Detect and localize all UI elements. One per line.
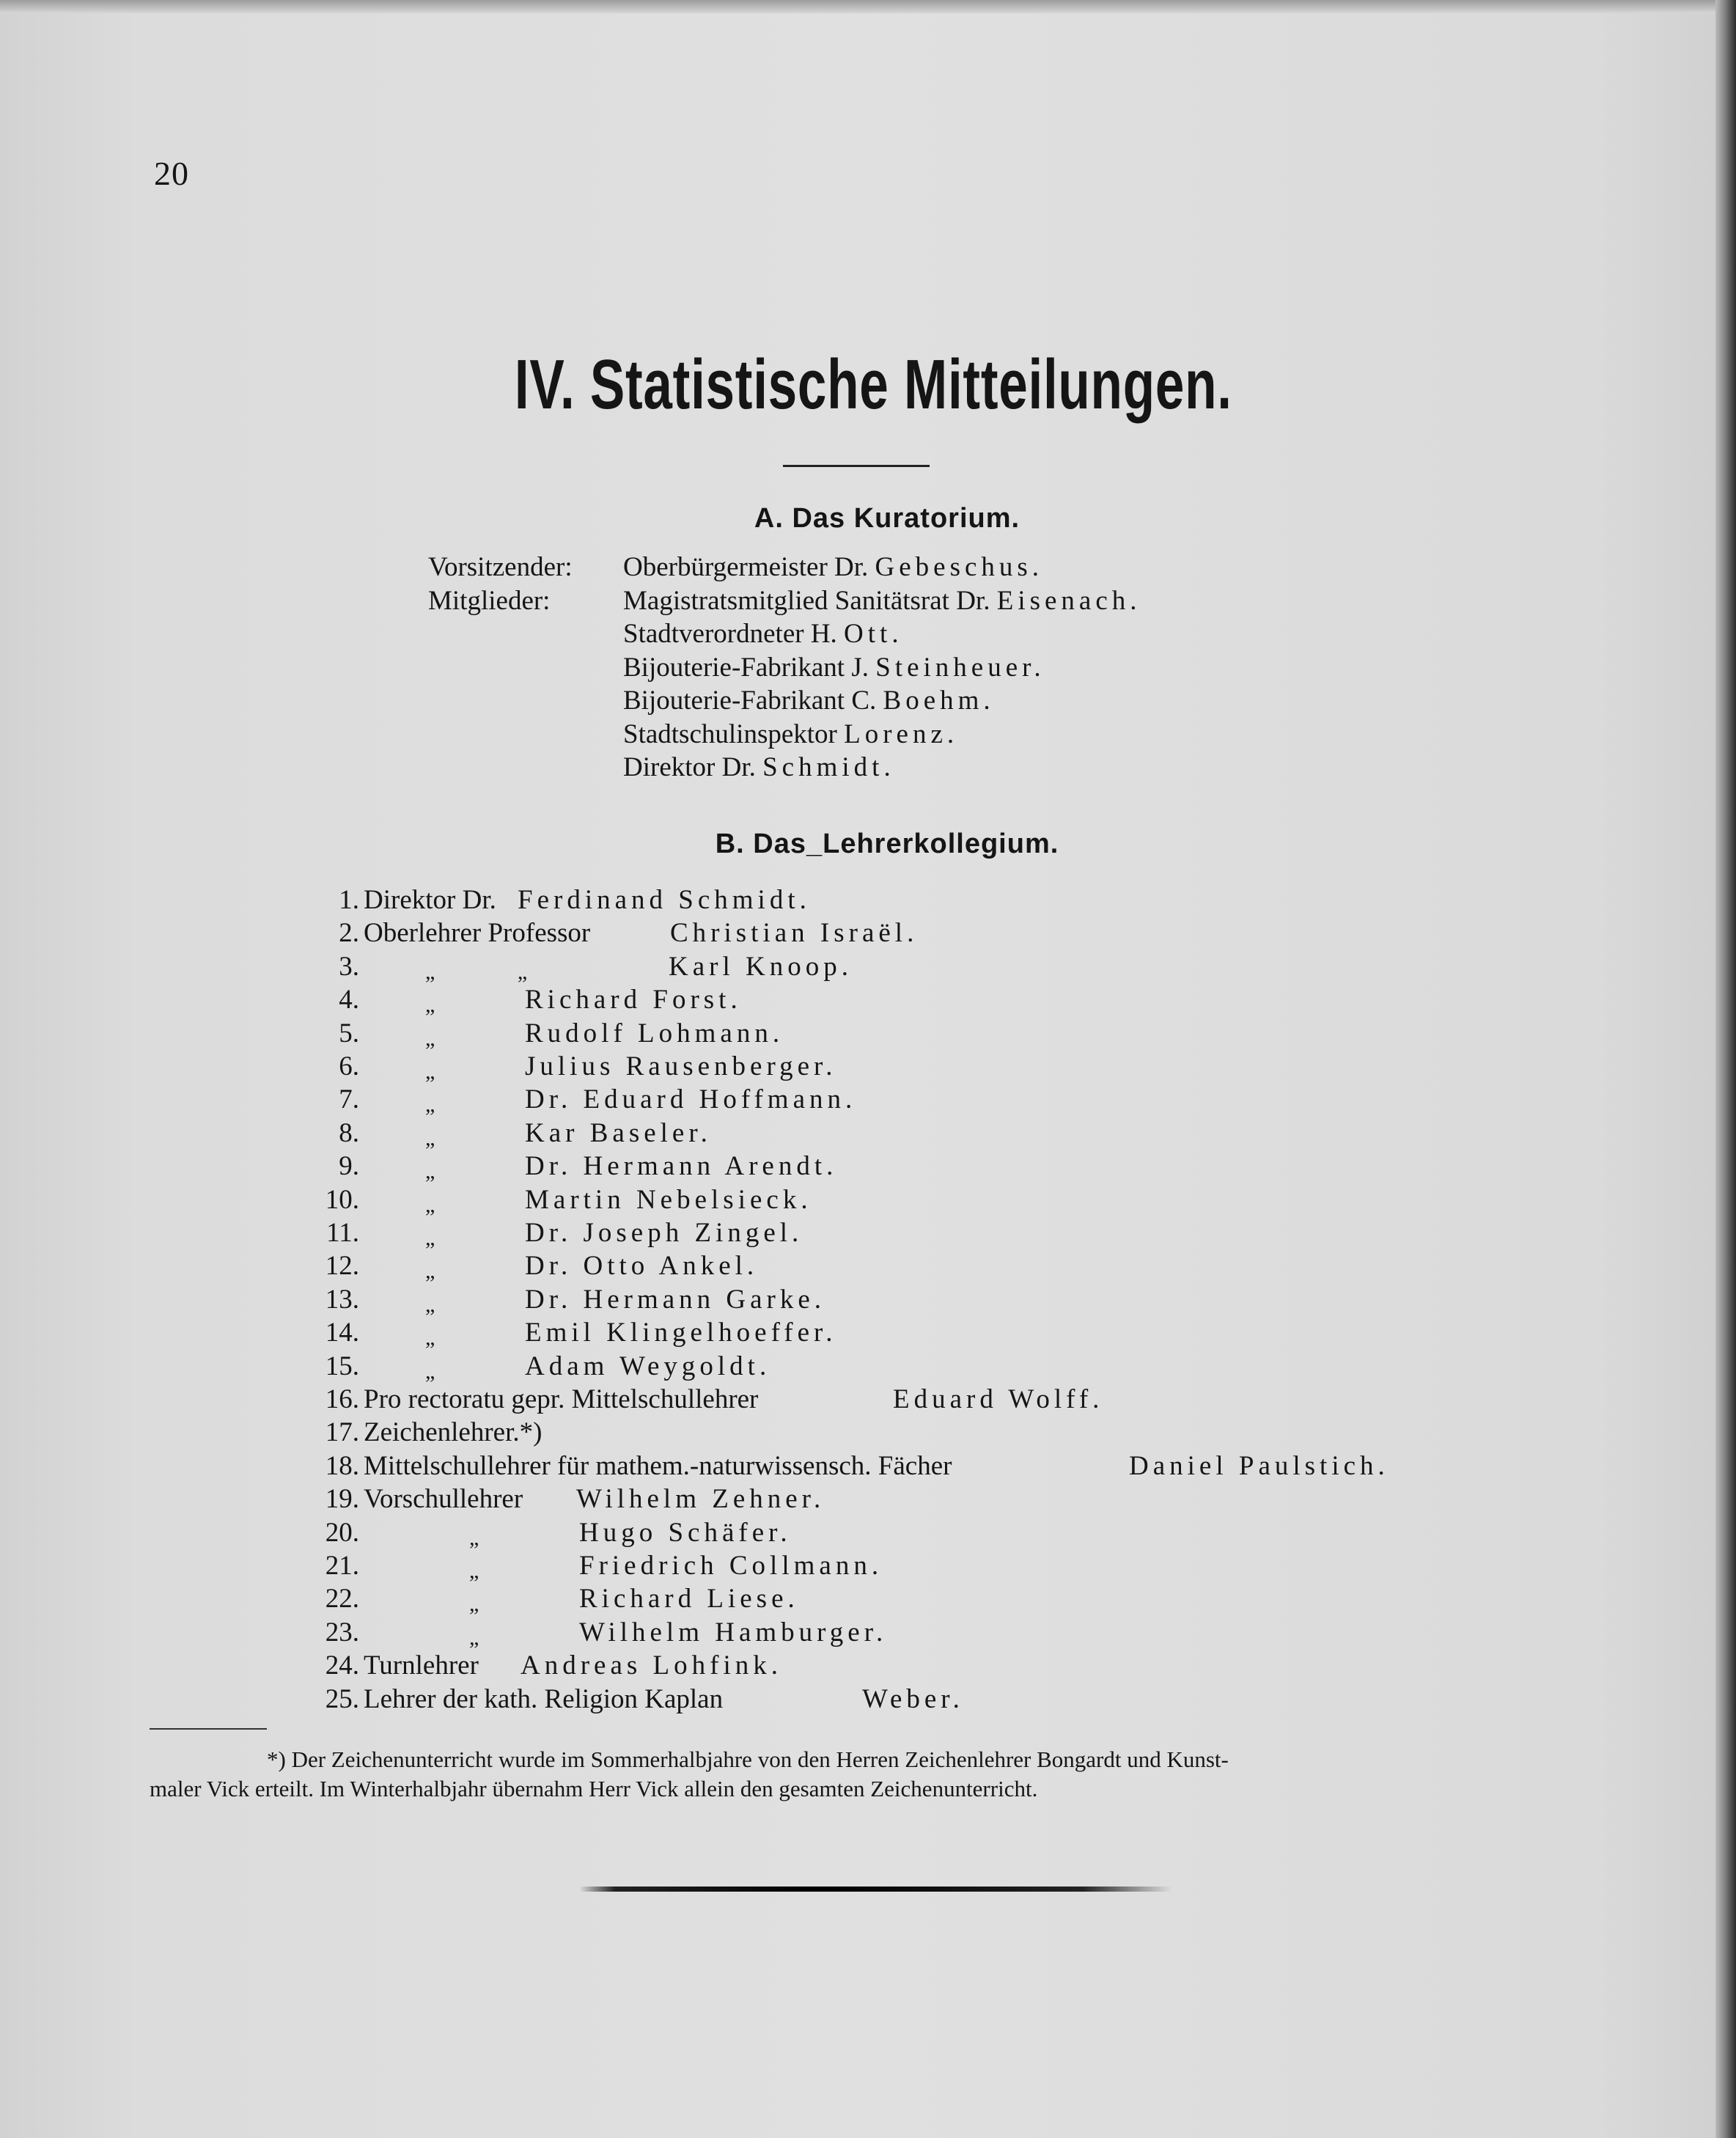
row-number: 6. — [339, 1051, 359, 1081]
teacher-name: Dr. Hermann Garke. — [525, 1285, 826, 1315]
teacher-name: Adam Weygoldt. — [525, 1351, 771, 1381]
ditto-mark: „ — [469, 1526, 479, 1550]
teacher-row — [0, 1284, 1736, 1318]
teacher-name: Dr. Joseph Zingel. — [525, 1218, 803, 1248]
row-number: 9. — [339, 1151, 359, 1181]
ditto-mark: „ — [425, 1026, 435, 1051]
teacher-title: Direktor Dr. — [364, 885, 496, 915]
row-number: 13. — [325, 1285, 359, 1315]
teacher-row — [0, 1650, 1736, 1683]
member-title: Bijouterie-Fabrikant C. — [623, 686, 877, 716]
teacher-name: Martin Nebelsieck. — [525, 1185, 812, 1215]
ditto-mark: „ — [425, 1059, 435, 1084]
kuratorium-member — [623, 585, 1141, 617]
member-name: Steinheuer. — [875, 653, 1045, 683]
kuratorium-member — [623, 652, 1045, 683]
row-number: 7. — [339, 1084, 359, 1114]
kuratorium-role: Vorsitzender: — [428, 552, 573, 582]
footnote-line-1: *) Der Zeichenunterricht wurde im Sommerhalbjahre von den Herren Zeichenlehrer Bongardt und Kunst- — [267, 1746, 1229, 1772]
kuratorium-member — [623, 685, 995, 716]
member-title: Magistratsmitglied Sanitätsrat Dr. — [623, 586, 990, 616]
ditto-mark: „ „ — [425, 960, 528, 984]
row-number: 14. — [325, 1318, 359, 1348]
member-title: Stadtverordneter H. — [623, 619, 837, 649]
teacher-name: Ferdinand Schmidt. — [518, 885, 811, 915]
teacher-name: Dr. Eduard Hoffmann. — [525, 1084, 857, 1114]
row-number: 3. — [339, 952, 359, 982]
teacher-name: Richard Liese. — [579, 1584, 799, 1614]
row-number: 20. — [325, 1518, 359, 1548]
teacher-name: Karl Knoop. — [669, 952, 853, 982]
row-number: 24. — [325, 1650, 359, 1680]
section-b-heading: B. Das_Lehrerkollegium. — [715, 829, 1059, 859]
member-name: Eisenach. — [996, 586, 1141, 616]
member-title: Direktor Dr. — [623, 752, 756, 782]
teacher-row — [0, 1583, 1736, 1617]
teacher-row — [0, 1450, 1736, 1484]
row-number: 8. — [339, 1118, 359, 1148]
teacher-name: Eduard Wolff. — [893, 1384, 1104, 1414]
teacher-title: Pro rectoratu gepr. Mittelschullehrer — [364, 1384, 759, 1414]
teacher-name: Weber. — [862, 1684, 964, 1714]
member-name: Lorenz. — [844, 719, 959, 749]
member-title: Bijouterie-Fabrikant J. — [623, 653, 869, 683]
teacher-row — [0, 1184, 1736, 1218]
row-number: 2. — [339, 918, 359, 948]
ditto-mark: „ — [425, 1193, 435, 1217]
teacher-row — [0, 1384, 1736, 1417]
teacher-name: Daniel Paulstich. — [1129, 1451, 1389, 1481]
footnote-divider — [150, 1728, 267, 1730]
teacher-name: Rudolf Lohmann. — [525, 1018, 784, 1048]
ditto-mark: „ — [425, 1259, 435, 1283]
row-number: 4. — [339, 985, 359, 1015]
teacher-name: Wilhelm Zehner. — [576, 1484, 825, 1514]
footnote-line-2: maler Vick erteilt. Im Winterhalbjahr übernahm Herr Vick allein den gesamten Zeichenunterricht. — [150, 1776, 1038, 1801]
teacher-name: Emil Klingelhoeffer. — [525, 1318, 837, 1348]
page-top-edge — [0, 0, 1736, 13]
ditto-mark: „ — [425, 1159, 435, 1183]
teacher-name: Wilhelm Hamburger. — [579, 1617, 888, 1647]
member-name: Ott. — [844, 619, 903, 649]
teacher-title: Turnlehrer — [364, 1650, 479, 1680]
row-number: 16. — [325, 1384, 359, 1414]
row-number: 11. — [326, 1218, 359, 1248]
end-ornament-rule — [579, 1887, 1172, 1892]
row-number: 18. — [325, 1451, 359, 1481]
teacher-name: Dr. Otto Ankel. — [525, 1251, 759, 1281]
ditto-mark: „ — [425, 993, 435, 1017]
ditto-mark: „ — [425, 1226, 435, 1250]
ditto-mark: „ — [469, 1559, 479, 1583]
teacher-name: Kar Baseler. — [525, 1118, 712, 1148]
row-number: 21. — [325, 1551, 359, 1581]
teacher-row — [0, 1150, 1736, 1184]
teacher-title: Mittelschullehrer für mathem.-naturwissensch. Fächer — [364, 1451, 952, 1481]
ditto-mark: „ — [425, 1293, 435, 1317]
teacher-row — [0, 1417, 1736, 1450]
ditto-mark: „ — [469, 1592, 479, 1616]
ditto-mark: „ — [425, 1092, 435, 1117]
teacher-row — [0, 951, 1736, 985]
teacher-name: Richard Forst. — [525, 985, 742, 1015]
teacher-title: Lehrer der kath. Religion Kaplan — [364, 1684, 724, 1714]
kuratorium-member — [623, 618, 903, 650]
teacher-row — [0, 1051, 1736, 1084]
teacher-row — [0, 1018, 1736, 1051]
teacher-name: Julius Rausenberger. — [525, 1051, 837, 1081]
ditto-mark: „ — [425, 1359, 435, 1384]
footnote — [150, 1745, 1572, 1804]
page-number: 20 — [154, 155, 189, 192]
teacher-row — [0, 1250, 1736, 1284]
kuratorium-member — [623, 719, 958, 750]
teacher-row — [0, 1483, 1736, 1517]
teacher-row — [0, 1117, 1736, 1151]
teacher-row — [0, 1084, 1736, 1117]
row-number: 1. — [339, 885, 359, 915]
teacher-name: Friedrich Collmann. — [579, 1551, 883, 1581]
teacher-row — [0, 917, 1736, 951]
section-a-heading: A. Das Kuratorium. — [754, 503, 1020, 534]
teacher-name: Christian Israël. — [670, 918, 919, 948]
teacher-row — [0, 1683, 1736, 1717]
teacher-row — [0, 1617, 1736, 1650]
member-name: Gebeschus. — [875, 552, 1044, 582]
title-divider — [783, 465, 930, 467]
teacher-title: Vorschullehrer — [364, 1484, 523, 1514]
teacher-row — [0, 1217, 1736, 1251]
kuratorium-role: Mitglieder: — [428, 586, 551, 616]
row-number: 10. — [325, 1185, 359, 1215]
member-name: Boehm. — [883, 686, 995, 716]
member-title: Oberbürgermeister Dr. — [623, 552, 869, 582]
row-number: 5. — [339, 1018, 359, 1048]
teacher-name: Hugo Schäfer. — [579, 1518, 792, 1548]
row-number: 23. — [325, 1617, 359, 1647]
member-title: Stadtschulinspektor — [623, 719, 837, 749]
teacher-title: Oberlehrer Professor — [364, 918, 591, 948]
teacher-row — [0, 1550, 1736, 1584]
ditto-mark: „ — [425, 1326, 435, 1350]
teacher-row — [0, 1351, 1736, 1384]
page-title: IV. Statistische Mitteilungen. — [514, 345, 1232, 424]
teacher-name: Dr. Hermann Arendt. — [525, 1151, 838, 1181]
teacher-row — [0, 884, 1736, 918]
teacher-title: Zeichenlehrer.*) — [364, 1417, 542, 1447]
teacher-name: Andreas Lohfink. — [521, 1650, 782, 1680]
teacher-row — [0, 1317, 1736, 1351]
ditto-mark: „ — [469, 1625, 479, 1650]
row-number: 19. — [325, 1484, 359, 1514]
row-number: 15. — [325, 1351, 359, 1381]
teacher-row — [0, 1517, 1736, 1551]
row-number: 17. — [325, 1417, 359, 1447]
member-name: Schmidt. — [762, 752, 895, 782]
kuratorium-member — [623, 551, 1043, 583]
teacher-row — [0, 984, 1736, 1018]
ditto-mark: „ — [425, 1126, 435, 1150]
kuratorium-member — [623, 752, 895, 783]
row-number: 12. — [325, 1251, 359, 1281]
row-number: 22. — [325, 1584, 359, 1614]
row-number: 25. — [325, 1684, 359, 1714]
